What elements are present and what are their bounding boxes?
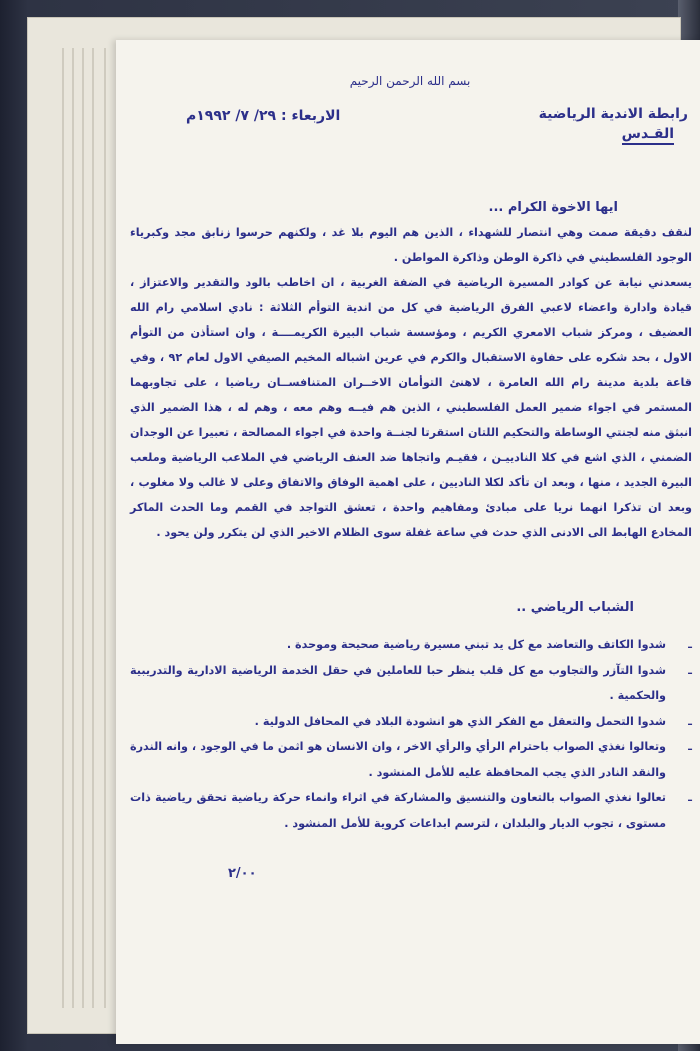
list-item-text: وتعالوا نغذي الصواب باحترام الرأي والرأي الاخر ، وان الانسان هو اثمن ما في الوجود ، وانه الندرة والنقد النادر الذي يجب المحافظة عليه للأمل المنشود . bbox=[130, 740, 666, 779]
list-item bbox=[130, 658, 692, 709]
document-page bbox=[116, 40, 700, 1044]
page-edge bbox=[92, 48, 94, 1008]
organization-name: رابطة الاندية الرياضية bbox=[538, 106, 688, 122]
page-edge bbox=[72, 48, 74, 1008]
letter-date: الاربعاء : ٢٩/ ٧/ ١٩٩٢م bbox=[186, 108, 341, 124]
list-item bbox=[130, 632, 692, 658]
bullet-marker: ـ bbox=[688, 663, 692, 677]
list-item-text: شدوا التآزر والتجاوب مع كل قلب ينظر حبا للعاملين في حقل الخدمة الرياضية الادارية والتدريبية والحكمية . bbox=[130, 663, 666, 702]
bullet-list bbox=[130, 632, 692, 836]
page-edge bbox=[104, 48, 106, 1008]
list-item-text: تعالوا نغذي الصواب بالتعاون والتنسيق والمشاركة في اثراء وانماء حركة رياضية تحقق رياضية ذات مستوى ، تجوب الديار والبلدان ، لترسم ابداعات كروية للأمل المنشود . bbox=[130, 791, 666, 830]
list-item bbox=[130, 785, 692, 836]
paragraph: لنقف دقيقة صمت وهي انتصار للشهداء ، الذين هم اليوم بلا غد ، ولكنهم حرسوا زنابق مجد وكبرياء الوجود الفلسطيني في ذاكرة الوطن وذاكرة المواطن . bbox=[130, 226, 692, 264]
bullet-marker: ـ bbox=[688, 714, 692, 728]
list-item-text: شدوا الكاتف والتعاضد مع كل يد تبني مسيرة رياضية صحيحة وموحدة . bbox=[286, 638, 666, 651]
salutation: ايها الاخوة الكرام ... bbox=[488, 200, 618, 215]
page-stack bbox=[28, 18, 692, 1033]
paragraph: يسعدني نيابة عن كوادر المسيرة الرياضية في الضفة الغربية ، ان اخاطب بالود والتقدير والاعتزاز ، قيادة وادارة واعضاء لاعبي الفرق الرياضية في كل من اندية التوأم الثلاثة : نادي اسلامي رام الله العضيف ، ومركز شباب الامعري الكريم ، ومؤسسة شباب البيرة الكريمــــة ، وان استأذن من التوأم الاول ، بحد شكره على حفاوة الاستقبال والكرم في عرين اشباله المخيم الصيفي الاول لعام ٩٢ ، وفي قاعة بلدية مدينة رام الله العامرة ، لاهنئ التوأمان الاخــران المتنافســان رياضيا ، على تجاوبهما المستمر في اجواء ضمير العمل الفلسطيني ، الذين هم فيــه وهم معه ، وهم له ، هذا الضمير الذي انبثق منه لجنتي الوساطة والتحكيم اللتان استقرتا لجنــة واحدة في اجواء المصالحة ، تعبيرا عن الوجدان الضمني ، الذي اشع في كلا النادييـن ، فقيـم واتجاها ضد العنف الرياضي في الملاعب الرياضية وملعب البيرة الجديد ، منها ، وبعد ان تأكد لكلا الناديين ، على اهمية الوفاق والاتفاق وعلى لا غالب ولا مغلوب ، وبعد ان تذكرا انهما نريا على مبادئ ومفاهيم واحدة ، تعشق التواجد في القمم وما الحدث الماكر المخادع الهابط الى الادنى الذي حدث في ساعة غفلة سوى الظلام الاخير الذي لن يتكرر ولن يحود . bbox=[130, 276, 692, 539]
bullet-marker: ـ bbox=[688, 740, 692, 753]
page-edge bbox=[82, 48, 84, 1008]
basmala: بسم الله الرحمن الرحيم bbox=[349, 74, 471, 88]
list-item bbox=[130, 734, 692, 785]
organization-city: القـدس bbox=[622, 126, 674, 145]
page-number: ٢/٠٠ bbox=[228, 866, 257, 881]
list-item bbox=[130, 709, 692, 735]
list-item-text: شدوا التحمل والتعقل مع الفكر الذي هو انشودة البلاد في المحافل الدولية . bbox=[254, 714, 666, 728]
bullet-marker: ـ bbox=[688, 638, 692, 651]
bullet-marker: ـ bbox=[688, 791, 692, 804]
page-edge bbox=[62, 48, 64, 1008]
section-title: الشباب الرياضي .. bbox=[516, 600, 634, 615]
